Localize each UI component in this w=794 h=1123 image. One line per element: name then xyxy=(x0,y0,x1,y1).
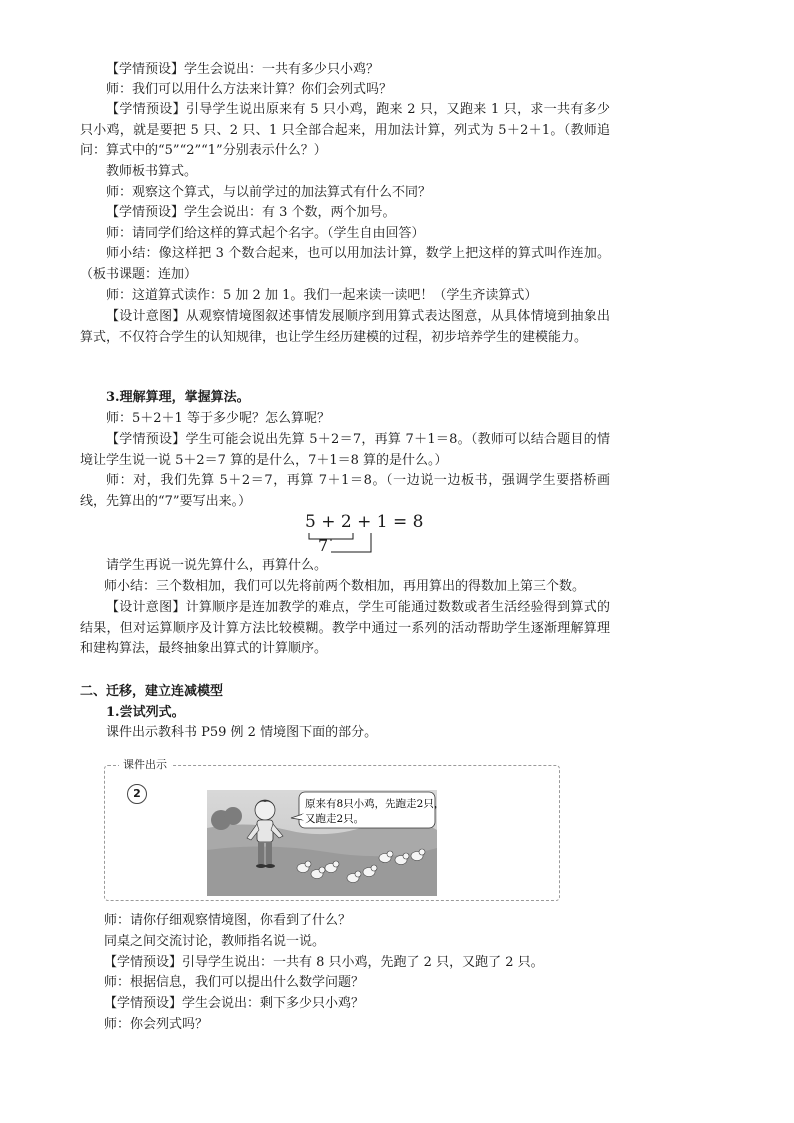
paragraph: 师：5＋2＋1 等于多少呢？怎么算呢？ xyxy=(106,411,330,426)
speech-bubble-line: 又跑走2只。 xyxy=(305,813,365,825)
formula-expression: 5 + 2 + 1 = 8 xyxy=(305,512,424,532)
bridge-formula xyxy=(305,512,425,558)
paragraph: 师：观察这个算式，与以前学过的加法算式有什么不同？ xyxy=(106,185,432,200)
paragraph: 师：我们可以用什么方法来计算？你们会列式吗？ xyxy=(106,82,393,97)
section-heading: 3.理解算理，掌握算法。 xyxy=(106,390,250,405)
paragraph: 【学情预设】学生会说出：剩下多少只小鸡？ xyxy=(104,996,365,1011)
paragraph: 师：这道算式读作：5 加 2 加 1。我们一起来读一读吧！（学生齐读算式） xyxy=(106,288,538,303)
paragraph: 师小结：三个数相加，我们可以先将前两个数相加，再用算出的得数加上第三个数。 xyxy=(104,579,586,594)
example-number-badge: 2 xyxy=(127,784,147,804)
paragraph: 师：你会列式吗？ xyxy=(104,1017,209,1032)
courseware-box xyxy=(104,758,560,901)
paragraph: 【设计意图】计算顺序是连加教学的难点，学生可能通过数数或者生活经验得到算式的结果，但对运算顺序及计算方法比较模糊。教学中通过一系列的活动帮助学生逐渐理解算理和建构算法，最终抽象出算式的计算顺序。 xyxy=(80,600,610,656)
section-heading: 二、迁移，建立连减模型 xyxy=(80,684,224,699)
paragraph: 教师板书算式。 xyxy=(106,164,198,179)
paragraph: 课件出示教科书 P59 例 2 情境图下面的部分。 xyxy=(106,725,378,740)
paragraph: 师：对，我们先算 5＋2＝7，再算 7＋1＝8。（一边说一边板书，强调学生要搭桥画线，先算出的“7”要写出来。） xyxy=(80,473,610,509)
formula-intermediate: 7 xyxy=(318,536,329,555)
paragraph: 【设计意图】从观察情境图叙述事情发展顺序到用算式表达图意，从具体情境到抽象出算式，不仅符合学生的认知规律，也让学生经历建模的过程，初步培养学生的建模能力。 xyxy=(80,309,610,345)
bridge-lines xyxy=(305,512,385,558)
scene-illustration xyxy=(207,790,437,896)
paragraph: 【学情预设】学生可能会说出先算 5＋2＝7，再算 7＋1＝8。（教师可以结合题目的情境让学生说一说 5＋2＝7 算的是什么，7＋1＝8 算的是什么。） xyxy=(80,432,610,468)
paragraph: 师：请你仔细观察情境图，你看到了什么？ xyxy=(104,913,352,928)
paragraph: 【学情预设】引导学生说出：一共有 8 只小鸡，先跑了 2 只，又跑了 2 只。 xyxy=(104,955,544,970)
courseware-box-title: 课件出示 xyxy=(119,756,171,772)
paragraph: 师：根据信息，我们可以提出什么数学问题？ xyxy=(104,975,365,990)
paragraph: 【学情预设】学生会说出：有 3 个数，两个加号。 xyxy=(106,205,396,220)
paragraph: 请学生再说一说先算什么，再算什么。 xyxy=(106,558,328,573)
paragraph: 师小结：像这样把 3 个数合起来，也可以用加法计算，数学上把这样的算式叫作连加。（板书课题：连加） xyxy=(80,246,610,282)
speech-bubble-line: 原来有8只小鸡，先跑走2只， xyxy=(305,798,437,810)
subsection-heading: 1.尝试列式。 xyxy=(106,705,185,720)
paragraph: 【学情预设】引导学生说出原来有 5 只小鸡，跑来 2 只，又跑来 1 只，求一共有多少只小鸡，就是要把 5 只、2 只、1 只全部合起来，用加法计算，列式为 5＋2＋1。（教师追问：算式中的“5”“2”“1”分别表示什么？） xyxy=(80,102,610,158)
paragraph: 【学情预设】学生会说出：一共有多少只小鸡？ xyxy=(106,62,380,77)
paragraph: 师：请同学们给这样的算式起个名字。（学生自由回答） xyxy=(106,226,425,241)
paragraph: 同桌之间交流讨论，教师指名说一说。 xyxy=(104,934,326,949)
